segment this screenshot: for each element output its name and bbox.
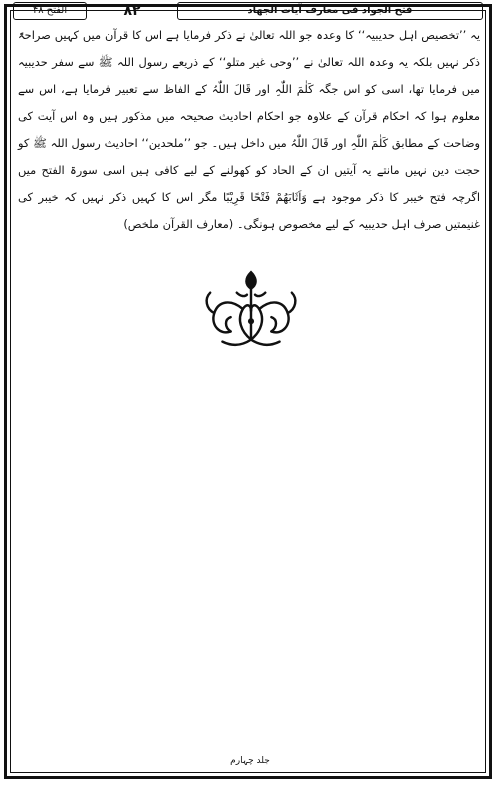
body-text (18, 22, 480, 231)
paragraph: یہ ’’تخصیص اہل حدیبیہ‘‘ کا وعدہ جو اللہ تعالیٰ نے ذکر فرمایا ہے اس کا قرآن میں کہیں صراحۃً ذکر نہیں بلکہ یہ وعدہ اللہ تعالیٰ نے ’’وحی غیر متلو‘‘ کے ذریعے رسول اللہ ﷺ سے سفر حدیبیہ میں فرمایا تھا، اسی کو اس جگہ کَلٰمَ اللّٰہِ اور قَالَ اللّٰہُ کے الفاظ سے تعبیر فرمایا ہے، اس سے معلوم ہوا کہ احکام قرآن کے علاوہ جو احکام احادیث صحیحہ میں مذکور ہیں وہ اس آیت کی وضاحت کے مطابق کَلٰمَ اللّٰہِ اور قَالَ اللّٰہُ میں داخل ہیں۔ جو ’’ملحدین‘‘ احادیث رسول اللہ ﷺ کو حجت دین نہیں مانتے یہ آیتیں ان کے الحاد کو کھولنے کے لیے کافی ہیں اسی سورۃ الفتح میں اگرچہ فتح خیبر کا ذکر موجود ہے وَاَثَابَھُمْ فَتْحًا قَرِیْبًا مگر اس کا کہیں ذکر نہیں کہ خیبر کی غنیمتیں صرف اہل حدیبیہ کے لیے مخصوص ہونگی۔ (معارف القرآن ملخص) (18, 28, 480, 231)
volume-label: جلد چہارم (230, 756, 270, 766)
page-number: ۸۲ (123, 3, 141, 19)
ornament-icon (200, 268, 302, 350)
book-title: فتح الجواد فی معارف آیات الجهاد (177, 2, 483, 20)
page-header (13, 2, 483, 20)
chapter-label: الفتح ۴۸ (13, 2, 87, 20)
